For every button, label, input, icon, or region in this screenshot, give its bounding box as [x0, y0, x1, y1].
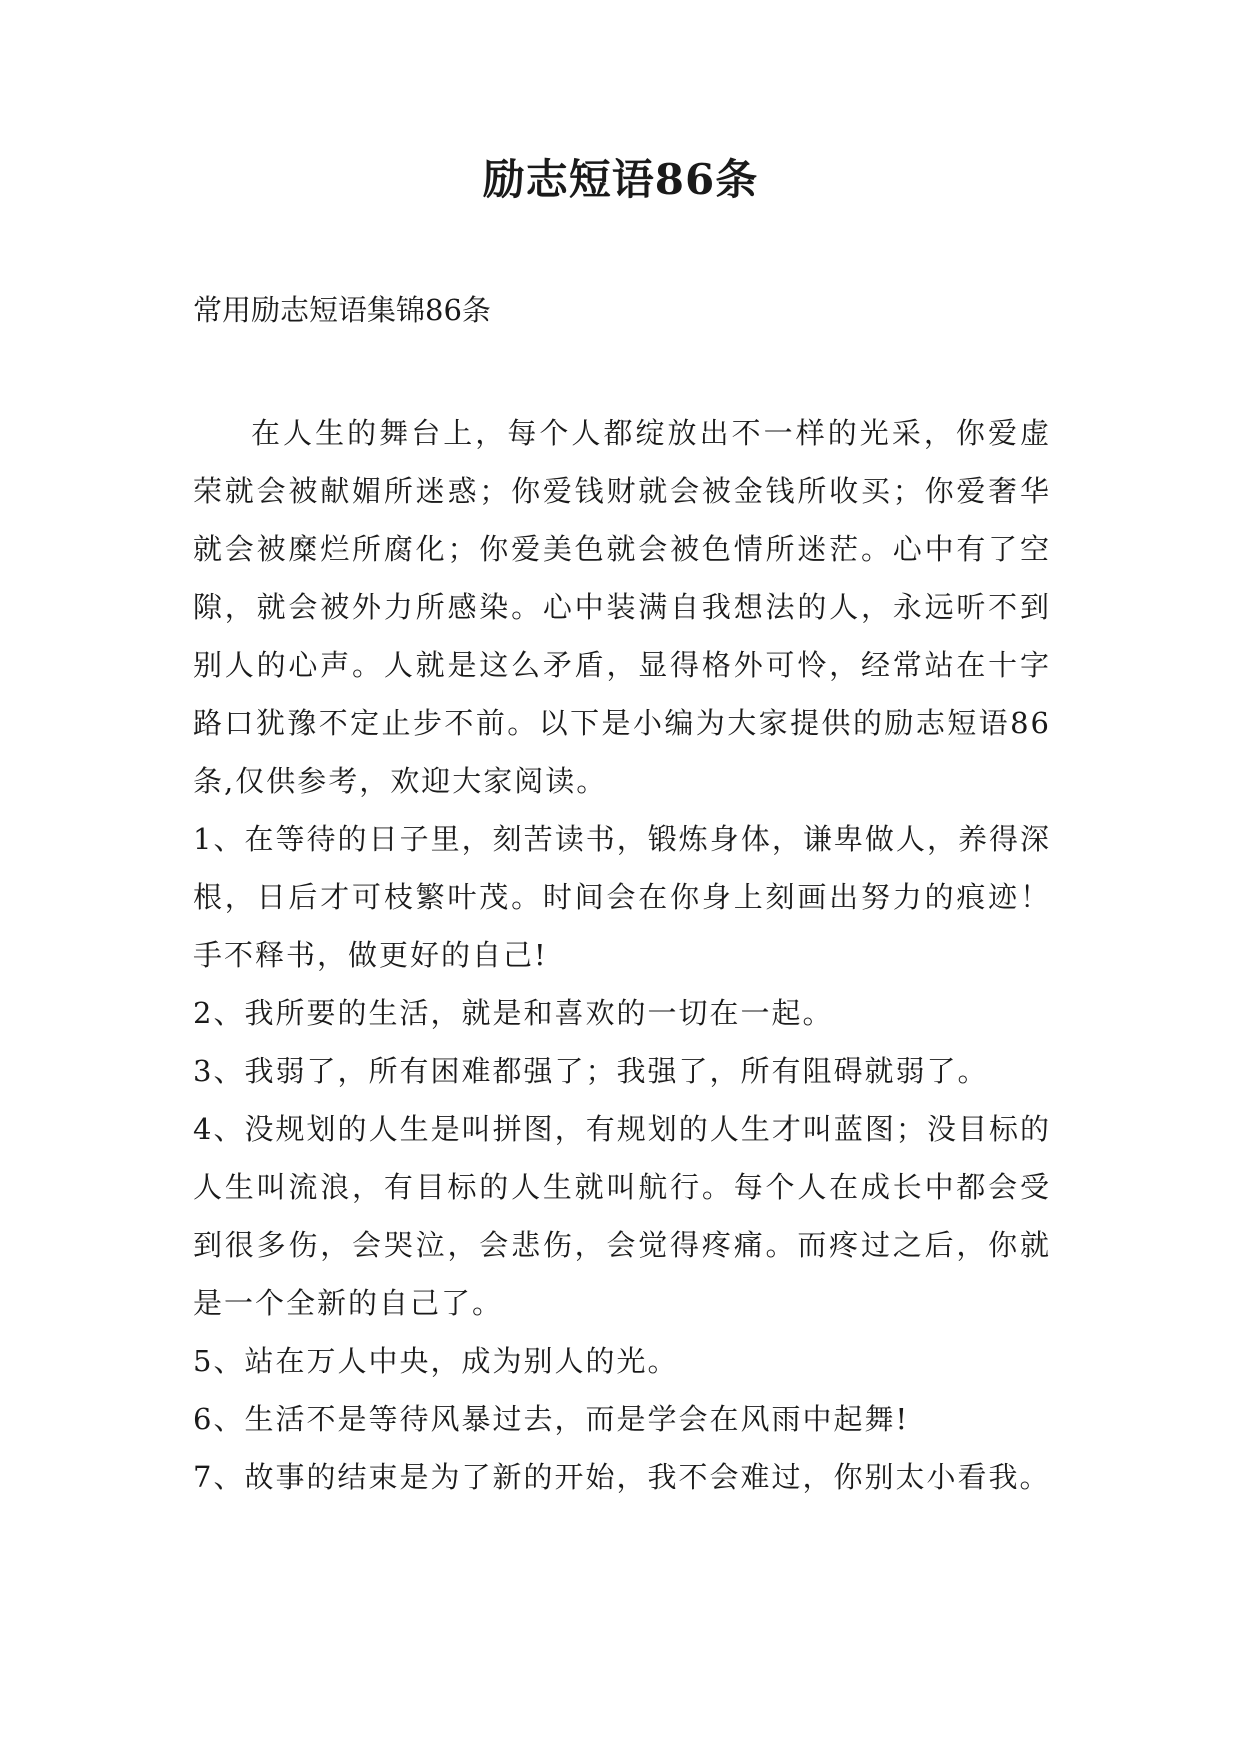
document-subtitle: 常用励志短语集锦86条: [193, 293, 491, 327]
list-item: 4、没规划的人生是叫拼图，有规划的人生才叫蓝图；没目标的人生叫流浪，有目标的人生就叫航行。每个人在成长中都会受到很多伤，会哭泣，会悲伤，会觉得疼痛。而疼过之后，你就是一个全新的自己了。: [193, 1112, 1051, 1320]
list-item: 5、站在万人中央，成为别人的光。: [193, 1344, 679, 1378]
list-item: 2、我所要的生活，就是和喜欢的一切在一起。: [193, 996, 834, 1030]
list-item: 7、故事的结束是为了新的开始，我不会难过，你别太小看我。: [193, 1460, 1051, 1494]
list-item: 1、在等待的日子里，刻苦读书，锻炼身体，谦卑做人，养得深根，日后才可枝繁叶茂。时间会在你身上刻画出努力的痕迹！手不释书，做更好的自己!: [193, 822, 1051, 972]
document-body: [193, 404, 1051, 1506]
intro-paragraph: 在人生的舞台上，每个人都绽放出不一样的光采，你爱虚荣就会被献媚所迷惑；你爱钱财就会被金钱所收买；你爱奢华就会被糜烂所腐化；你爱美色就会被色情所迷茫。心中有了空隙，就会被外力所感染。心中装满自我想法的人，永远听不到别人的心声。人就是这么矛盾，显得格外可怜，经常站在十字路口犹豫不定止步不前。以下是小编为大家提供的励志短语86条,仅供参考，欢迎大家阅读。: [193, 416, 1051, 798]
list-item: 6、生活不是等待风暴过去，而是学会在风雨中起舞!: [193, 1402, 910, 1436]
list-item: 3、我弱了，所有困难都强了；我强了，所有阻碍就弱了。: [193, 1054, 989, 1088]
document-title: 励志短语86条: [482, 155, 759, 204]
